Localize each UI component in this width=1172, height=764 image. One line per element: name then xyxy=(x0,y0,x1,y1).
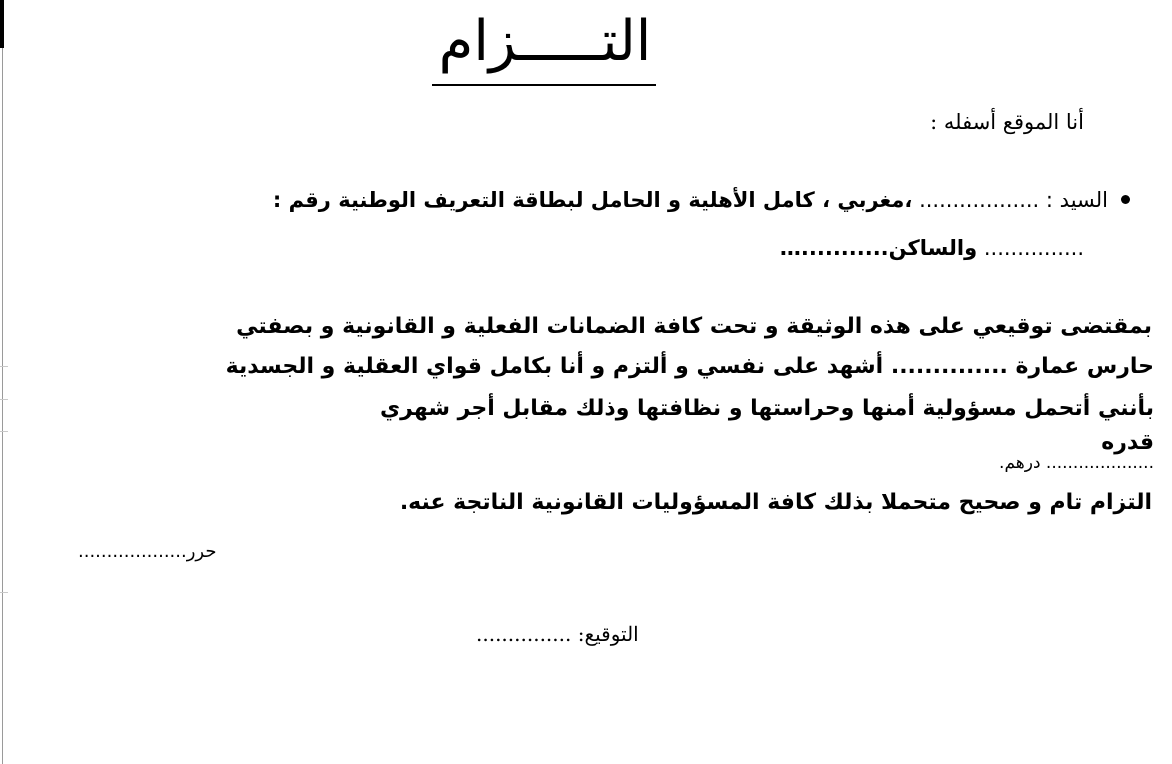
left-margin-rule xyxy=(2,48,3,764)
paragraph-line-5: .................... درهم. xyxy=(999,453,1154,473)
paragraph-line-1: بمقتضى توقيعي على هذه الوثيقة و تحت كافة الضمانات الفعلية و القانونية و بصفتي xyxy=(236,314,1152,339)
signature-line: التوقيع: ............... xyxy=(476,622,639,646)
left-margin-tick xyxy=(0,592,8,593)
bullet-line-2 xyxy=(780,232,1084,264)
title-label: السيد : xyxy=(1045,188,1108,212)
paragraph-line-3: بأنني أتحمل مسؤولية أمنها وحراستها و نظافتها وذلك مقابل أجر شهري xyxy=(379,396,1154,421)
id-number-blank: ............... xyxy=(983,236,1084,260)
left-edge-mark xyxy=(0,0,4,48)
bullet-icon xyxy=(1121,195,1130,204)
paragraph-line-2: حارس عمارة .............. أشهد على نفسي و ألتزم و أنا بكامل قواي العقلية و الجسدية xyxy=(225,354,1154,379)
intro-line: أنا الموقع أسفله : xyxy=(930,110,1084,134)
paragraph-line-4: قدره xyxy=(1101,430,1154,455)
name-blank: .................. xyxy=(919,188,1040,212)
document-title: التـــــزام xyxy=(438,9,652,74)
left-margin-tick xyxy=(0,366,8,367)
title-underline xyxy=(432,84,656,86)
left-margin-tick xyxy=(0,399,8,400)
place-line: حرر................... xyxy=(78,541,217,562)
identity-text: ،مغربي ، كامل الأهلية و الحامل لبطاقة التعريف الوطنية رقم : xyxy=(272,188,913,212)
bullet-line-1 xyxy=(273,184,1108,216)
left-margin-tick xyxy=(0,431,8,432)
residence-text: والساكن...........… xyxy=(779,236,978,260)
paragraph-line-6: التزام تام و صحيح متحملا بذلك كافة المسؤوليات القانونية الناتجة عنه. xyxy=(399,490,1152,515)
